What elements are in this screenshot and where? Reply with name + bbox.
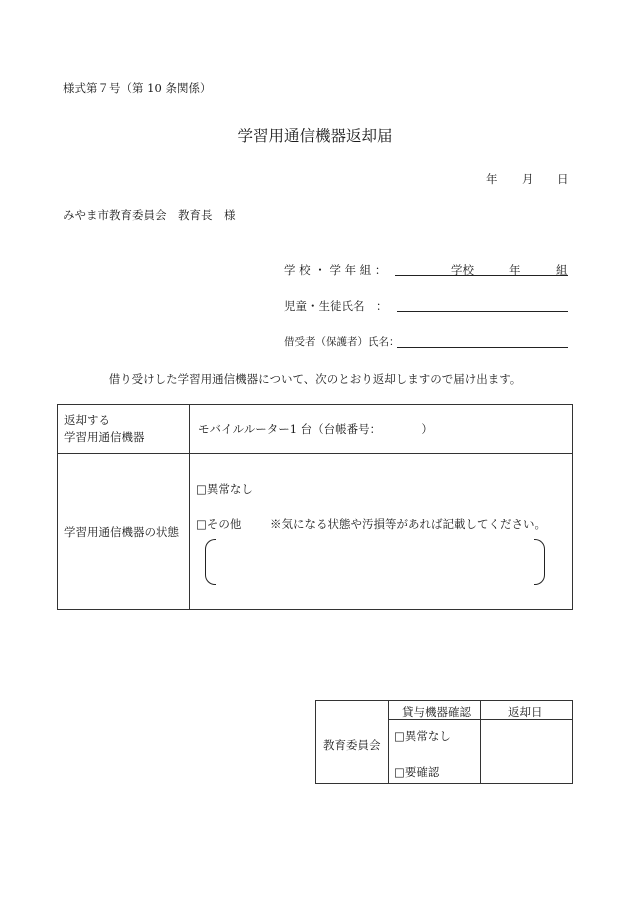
return-date-field[interactable] xyxy=(482,721,572,783)
returned-device-header-line2: 学習用通信機器 xyxy=(64,430,145,444)
check-no-issue-checkbox[interactable]: □異常なし xyxy=(394,729,451,743)
table-row-divider xyxy=(58,453,572,454)
school-grade-class-label: 学 校 ・ 学 年 組 ： xyxy=(284,263,387,277)
option-other-checkbox[interactable]: □その他 xyxy=(196,517,242,531)
returned-device-header-line1: 返却する xyxy=(64,413,110,427)
board-of-education-label: 教育委員会 xyxy=(323,738,381,752)
date-year-label: 年 xyxy=(486,172,498,186)
addressee: みやま市教育委員会 教育長 様 xyxy=(63,208,236,222)
date-month-label: 月 xyxy=(522,172,534,186)
option-no-issue-checkbox[interactable]: □異常なし xyxy=(196,482,253,496)
student-name-field[interactable] xyxy=(397,297,568,312)
office-table-column-divider xyxy=(388,701,389,783)
grade-suffix: 年 xyxy=(509,263,521,277)
borrower-name-field[interactable] xyxy=(397,333,568,348)
remarks-open-bracket xyxy=(205,539,216,585)
office-use-table xyxy=(315,700,573,784)
form-title: 学習用通信機器返却届 xyxy=(237,127,393,145)
form-number: 様式第７号（第 10 条関係） xyxy=(63,81,212,95)
office-table-column-divider xyxy=(480,701,481,783)
remarks-close-bracket xyxy=(534,539,545,585)
class-suffix: 組 xyxy=(556,263,568,277)
device-check-header: 貸与機器確認 xyxy=(402,705,471,719)
table-column-divider xyxy=(189,405,190,609)
borrower-name-label: 借受者（保護者）氏名： xyxy=(284,336,400,348)
school-suffix: 学校 xyxy=(451,263,474,277)
device-condition-header: 学習用通信機器の状態 xyxy=(64,525,179,539)
student-name-label: 児童・生徒氏名 ： xyxy=(284,299,388,313)
intro-text: 借り受けした学習用通信機器について、次のとおり返却しますので届け出ます。 xyxy=(108,372,522,386)
remarks-input-area[interactable] xyxy=(216,539,533,583)
other-note: ※気になる状態や汚損等があれば記載してください。 xyxy=(270,517,546,531)
returned-device-value: モバイルルーター1 台（台帳番号： ） xyxy=(198,422,433,436)
school-grade-class-field[interactable] xyxy=(395,261,568,276)
check-needs-confirm-checkbox[interactable]: □要確認 xyxy=(394,765,440,779)
date-day-label: 日 xyxy=(557,172,569,186)
return-date-header: 返却日 xyxy=(508,705,543,719)
